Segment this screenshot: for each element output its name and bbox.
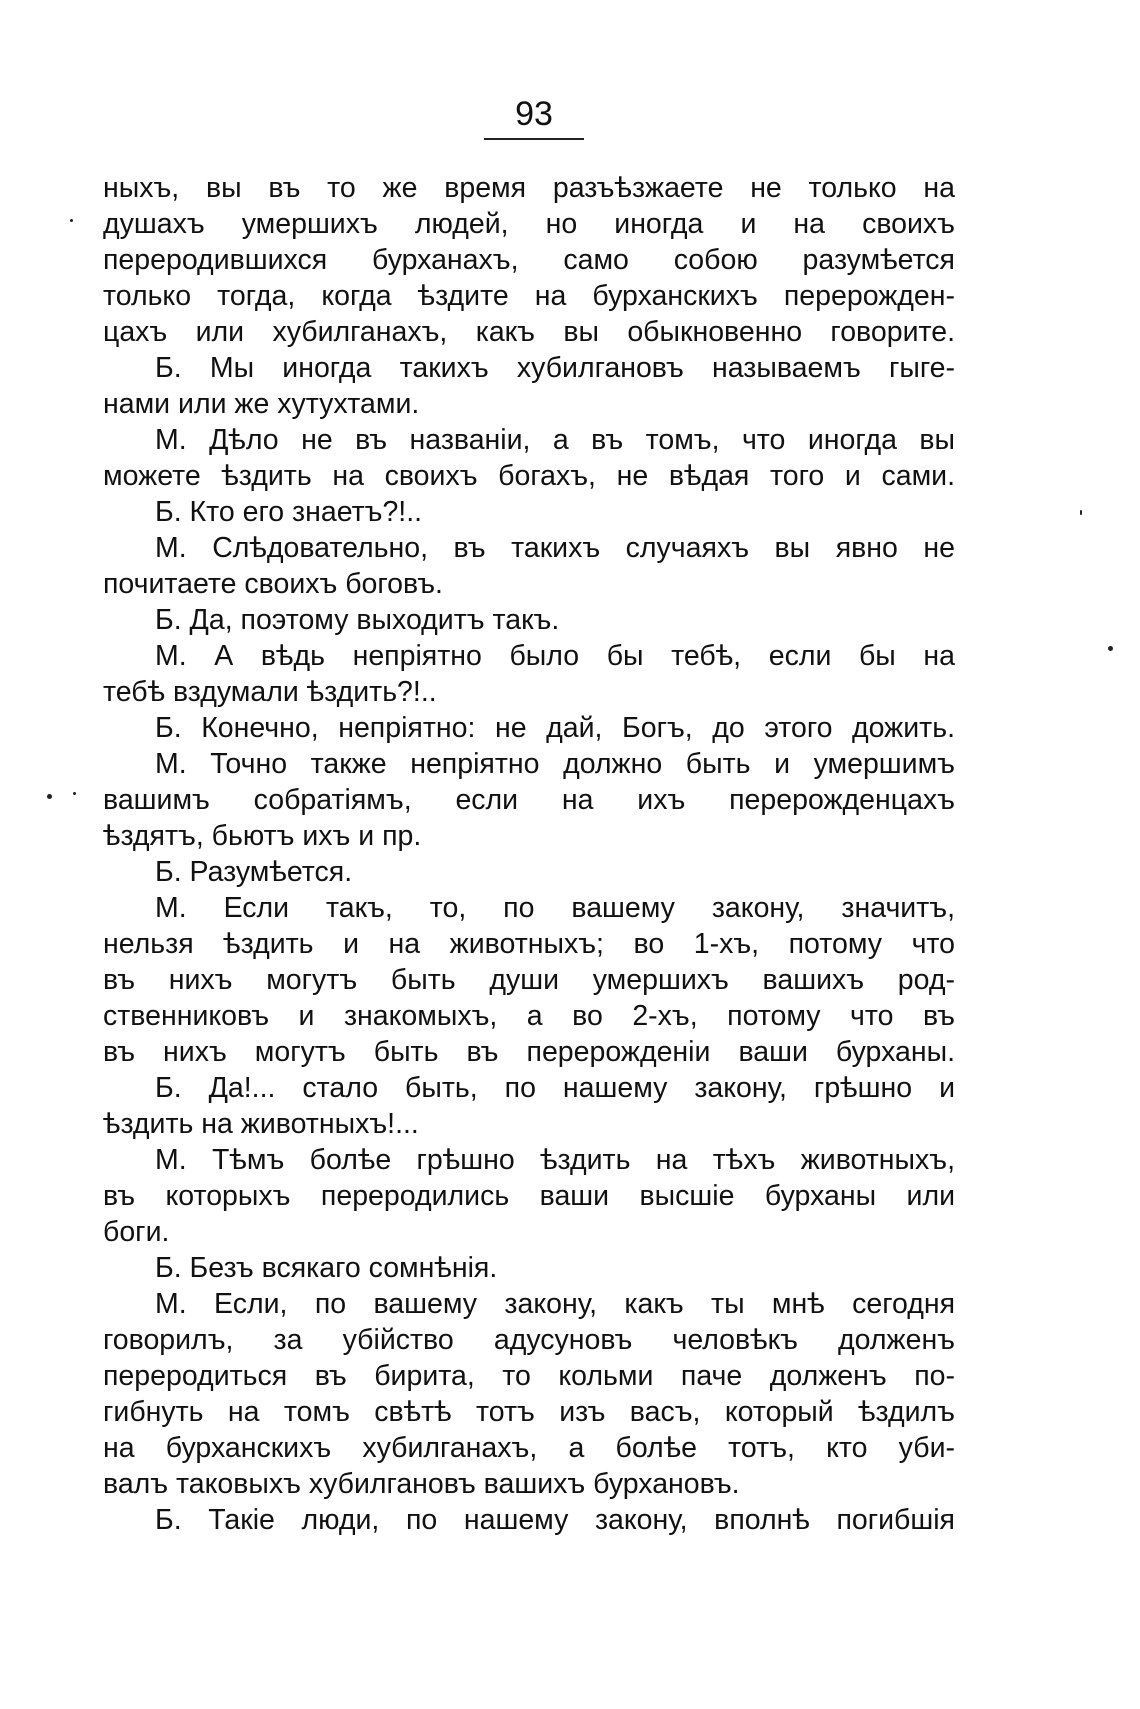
text-line: въ нихъ могутъ быть въ перерожденіи ваши бурханы.	[103, 1036, 955, 1068]
text-line: М. Если, по вашему закону, какъ ты мнѣ сегодня	[155, 1288, 955, 1320]
text-line: валъ таковыхъ хубилгановъ вашихъ бурхановъ.	[103, 1468, 740, 1500]
text-line: Б. Да!... стало быть, по нашему закону, грѣшно и	[155, 1072, 955, 1104]
text-line: М. Слѣдовательно, въ такихъ случаяхъ вы явно не	[155, 532, 955, 564]
text-line: боги.	[103, 1216, 170, 1248]
text-line: вашимъ собратіямъ, если на ихъ перерожденцахъ	[103, 784, 955, 816]
scan-speck	[1108, 646, 1113, 651]
scan-speck	[1080, 510, 1082, 515]
text-line: Б. Да, поэтому выходитъ такъ.	[155, 604, 560, 636]
text-line: Б. Такіе люди, по нашему закону, вполнѣ погибшія	[155, 1504, 955, 1536]
text-line: Б. Конечно, непріятно: не дай, Богъ, до этого дожить.	[155, 712, 955, 744]
text-line: М. Тѣмъ болѣе грѣшно ѣздить на тѣхъ животныхъ,	[155, 1144, 955, 1176]
text-line: переродиться въ бирита, то кольми паче долженъ по-	[103, 1360, 955, 1392]
text-line: ственниковъ и знакомыхъ, а во 2-хъ, потому что въ	[103, 1000, 955, 1032]
text-line: Б. Разумѣется.	[155, 856, 353, 888]
text-line: душахъ умершихъ людей, но иногда и на своихъ	[103, 208, 955, 240]
text-line: Б. Мы иногда такихъ хубилгановъ называемъ гыге-	[155, 352, 955, 384]
text-line: М. Точно также непріятно должно быть и умершимъ	[155, 748, 955, 780]
text-line: М. Если такъ, то, по вашему закону, значитъ,	[155, 892, 955, 924]
page-number-underline	[484, 138, 584, 140]
text-line: нами или же хутухтами.	[103, 388, 420, 420]
text-line: ныхъ, вы въ то же время разъѣзжаете не только на	[103, 172, 955, 204]
text-line: на бурханскихъ хубилганахъ, а болѣе тотъ, кто уби-	[103, 1432, 955, 1464]
text-line: въ нихъ могутъ быть души умершихъ вашихъ род-	[103, 964, 955, 996]
text-line: ѣздить на животныхъ!...	[103, 1108, 419, 1140]
text-line: Б. Кто его знаетъ?!..	[155, 496, 423, 528]
text-line: переродившихся бурханахъ, само собою разумѣется	[103, 244, 955, 276]
text-line: нельзя ѣздить и на животныхъ; во 1-хъ, потому что	[103, 928, 955, 960]
text-line: говорилъ, за убійство адусуновъ человѣкъ долженъ	[103, 1324, 955, 1356]
page-text-body	[103, 170, 955, 1538]
text-line: въ которыхъ переродились ваши высшіе бурханы или	[103, 1180, 955, 1212]
page-number: 93	[515, 95, 553, 133]
text-line: Б. Безъ всякаго сомнѣнія.	[155, 1252, 498, 1284]
scan-speck	[73, 792, 76, 795]
text-line: тебѣ вздумали ѣздить?!..	[103, 676, 437, 708]
text-line: только тогда, когда ѣздите на бурханскихъ перерожден-	[103, 280, 955, 312]
text-line: ѣздятъ, бьютъ ихъ и пр.	[103, 820, 422, 852]
text-line: М. А вѣдь непріятно было бы тебѣ, если бы на	[155, 640, 955, 672]
text-line: почитаете своихъ боговъ.	[103, 568, 443, 600]
text-line: можете ѣздить на своихъ богахъ, не вѣдая того и сами.	[103, 460, 955, 492]
scan-speck	[70, 219, 73, 222]
scan-speck	[47, 794, 52, 799]
text-line: гибнуть на томъ свѣтѣ тотъ изъ васъ, который ѣздилъ	[103, 1396, 955, 1428]
text-line: М. Дѣло не въ названіи, а въ томъ, что иногда вы	[155, 424, 955, 456]
text-line: цахъ или хубилганахъ, какъ вы обыкновенно говорите.	[103, 316, 955, 348]
